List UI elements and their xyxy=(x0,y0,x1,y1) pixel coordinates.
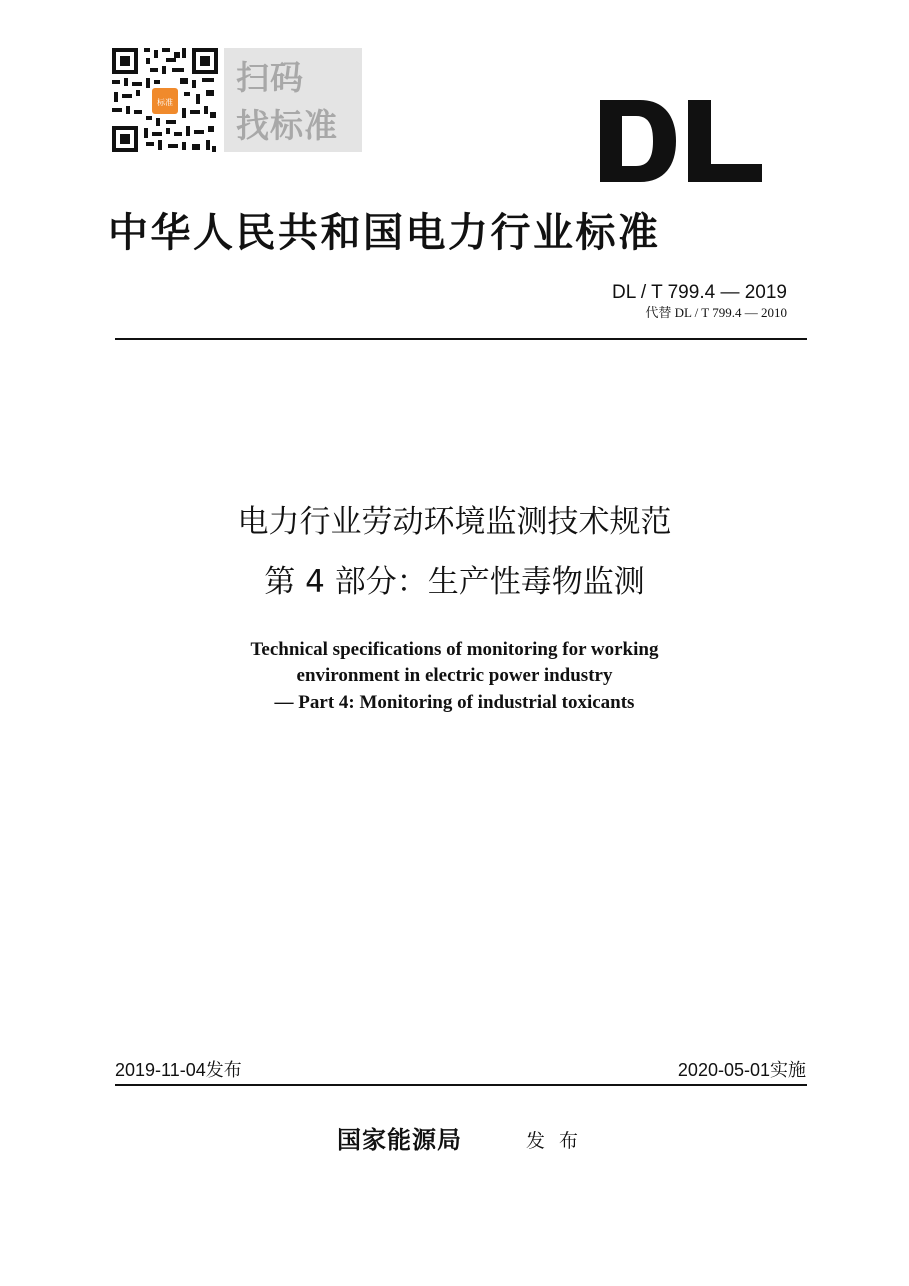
qr-code-icon xyxy=(110,46,220,154)
issue-date: 2019-11-04发布 xyxy=(115,1060,242,1080)
footer-divider xyxy=(115,1084,807,1086)
title-en-line-1: Technical specifications of monitoring for working xyxy=(250,639,659,660)
scan-prompt-line-2: 找标准 xyxy=(236,106,338,145)
standard-number: DL / T 799.4 — 2019 xyxy=(612,282,787,303)
scan-prompt-line-1: 扫码 xyxy=(236,58,304,97)
title-cn-line-1: 电力行业劳动环境监测技术规范 xyxy=(237,504,672,540)
title-en-line-3: — Part 4: Monitoring of industrial toxicants xyxy=(274,692,635,713)
publisher-name: 国家能源局 xyxy=(337,1125,462,1154)
publish-label: 发布 xyxy=(526,1130,593,1152)
scan-prompt-box xyxy=(224,48,362,152)
title-en-line-2: environment in electric power industry xyxy=(296,665,613,686)
organization-title: 中华人民共和国电力行业标准 xyxy=(108,209,661,256)
title-cn-line-2: 第 4 部分：生产性毒物监测 xyxy=(264,564,645,600)
qr-center-label: 标准 xyxy=(157,98,173,107)
replaces-standard: 代替 DL / T 799.4 — 2010 xyxy=(645,305,787,320)
dl-logo xyxy=(598,100,763,182)
effective-date: 2020-05-01实施 xyxy=(677,1060,806,1080)
header-divider xyxy=(115,338,807,340)
